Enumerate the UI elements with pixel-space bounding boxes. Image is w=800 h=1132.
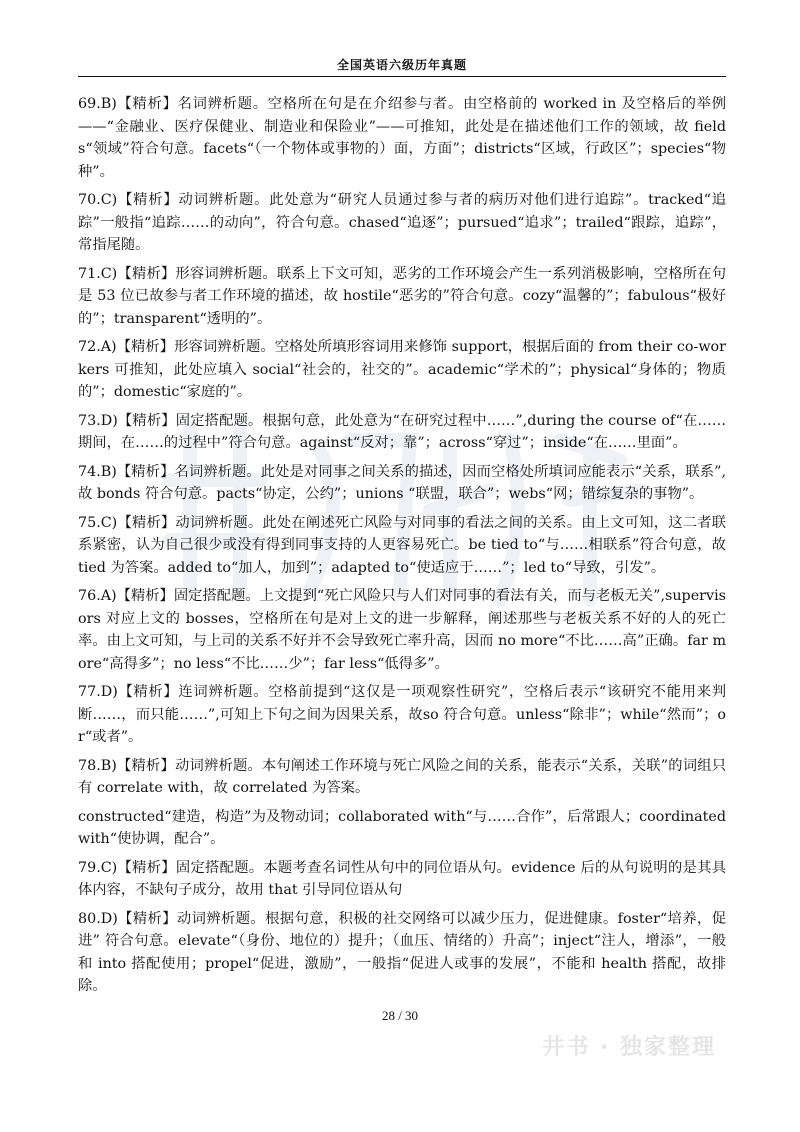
- explanation-79: 79.C)【精析】固定搭配题。本题考查名词性从句中的同位语从句。evidence 后的从句说明的是其具体内容，不缺句子成分，故用 that 引导同位语从句: [78, 859, 726, 898]
- page-number: 28 / 30: [381, 1008, 419, 1023]
- explanation-76: 76.A)【精析】固定搭配题。上文提到“死亡风险只与人们对同事的看法有关，而与老板无关”,supervisors 对应上文的 bosses，空格所在句是对上文的进一步解释，阐述那些与老板关系不好的人的死亡率。由上文可知，与上司的关系不好并不会导致死亡率升高，因而 no more“不比……高”正确。far more“高得多”；no less“不比……少”；far less“低得多”。: [78, 588, 726, 672]
- explanation-69: 69.B)【精析】名词辨析题。空格所在句是在介绍参与者。由空格前的 worked in 及空格后的举例——“金融业、医疗保健业、制造业和保险业”——可推知，此处是在描述他们工作的领域，故 fields“领域”符合句意。facets“（一个物体或事物的）面，方面”；districts“区域，行政区”；species“物种”。: [78, 96, 726, 180]
- page-header-title: 全国英语六级历年真题: [336, 58, 467, 72]
- answer-explanations: [78, 93, 726, 1004]
- explanation-71: 71.C)【精析】形容词辨析题。联系上下文可知，恶劣的工作环境会产生一系列消极影响，空格所在句是 53 位已故参与者工作环境的描述，故 hostile“恶劣的”符合句意。cozy“温馨的”；fabulous“极好的”；transparent“透明的”。: [78, 265, 726, 327]
- explanation-78-continued: constructed“建造，构造”为及物动词；collaborated with“与……合作”，后常跟人；coordinated with“使协调，配合”。: [78, 808, 726, 847]
- explanation-73: 73.D)【精析】固定搭配题。根据句意，此处意为“在研究过程中……”,during the course of“在……期间，在……的过程中”符合句意。against“反对；靠”；across“穿过”；inside“在……里面”。: [78, 412, 726, 451]
- header-rule: [78, 76, 726, 77]
- explanation-80: 80.D)【精析】动词辨析题。根据句意，积极的社交网络可以减少压力，促进健康。foster“培养，促进” 符合句意。elevate“（身份、地位的）提升；（血压、情绪的）升高”；inject“注人，增添”，一般和 into 搭配使用；propel“促进，激励”，一般指“促进人或事的发展”，不能和 health 搭配，故排除。: [78, 910, 726, 994]
- explanation-72: 72.A)【精析】形容词辨析题。空格处所填形容词用来修饰 support，根据后面的 from their co-workers 可推知，此处应填入 social“社会的，社交的”。academic“学术的”；physical“身体的；物质的”；domestic“家庭的”。: [78, 339, 726, 400]
- explanation-78: 78.B)【精析】动词辨析题。本句阐述工作环境与死亡风险之间的关系，能表示“关系，关联”的词组只有 correlate with，故 correlated 为答案。: [78, 757, 726, 796]
- explanation-74: 74.B)【精析】名词辨析题。此处是对同事之间关系的描述，因而空格处所填词应能表示“关系，联系”,故 bonds 符合句意。pacts“协定，公约”；unions “联盟，联合”；webs“网；错综复杂的事物”。: [78, 463, 726, 502]
- explanation-75: 75.C)【精析】动词辨析题。此处在阐述死亡风险与对同事的看法之间的关系。由上文可知，这二者联系紧密，认为自己很少或没有得到同事支持的人更容易死亡。be tied to“与……相联系”符合句意，故 tied 为答案。added to“加人，加到”；adapted to“使适应于……”；led to“导致，引发”。: [78, 514, 726, 576]
- explanation-77: 77.D)【精析】连词辨析题。空格前提到“这仅是一项观察性研究”，空格后表示“该研究不能用来判断……，而只能……”,可知上下句之间为因果关系，故so 符合句意。unless“除非”；while“然而”；or“或者”。: [78, 684, 726, 745]
- watermark-text: 井书 · 独家整理: [542, 1035, 716, 1060]
- explanation-70: 70.C)【精析】动词辨析题。此处意为“研究人员通过参与者的病历对他们进行追踪”。tracked“追踪”一般指“追踪……的动向”，符合句意。chased“追逐”；pursued“追求”；trailed“跟踪，追踪”，常指尾随。: [78, 192, 726, 253]
